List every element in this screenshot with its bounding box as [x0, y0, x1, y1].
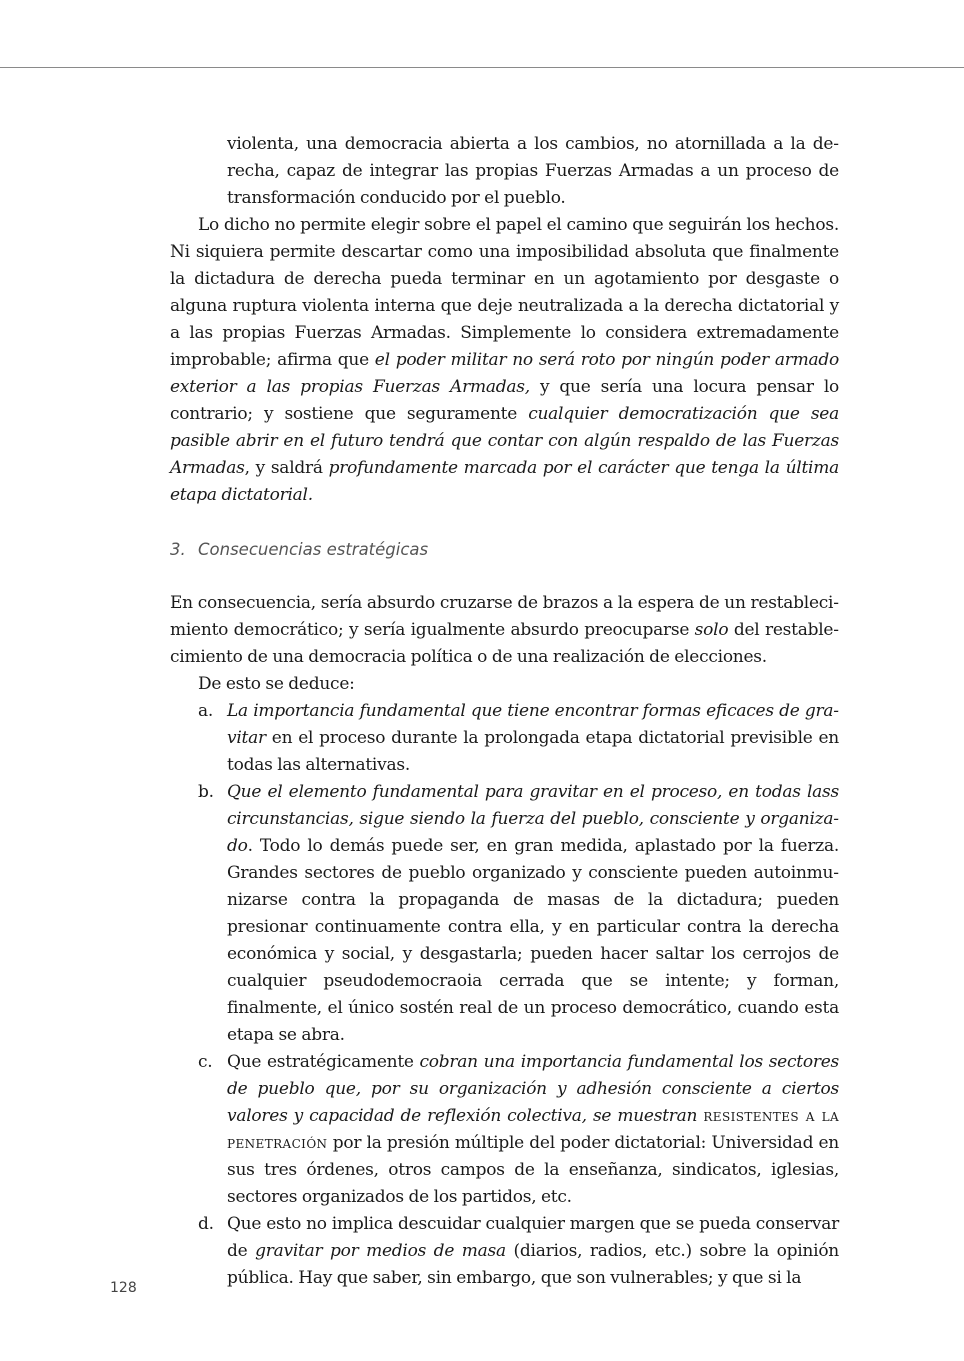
list-item-italic: La importancia fundamental que tiene encontrar formas eficaces de gravitar [227, 701, 839, 748]
paragraph-1-italic-1: el poder militar no será roto por ningún poder armado exterior a las propias Fuerzas Armadas, [170, 350, 839, 397]
paragraph-1-text-2: y que sería una locura pensar lo contrario; y sostiene que seguramente [170, 377, 839, 424]
paragraph-2-text-2: del restablecimiento de una democracia política o de una realización de elecciones. [170, 620, 839, 667]
list-item-text: Que estratégicamente [227, 1052, 420, 1072]
list-marker: b. [198, 782, 214, 802]
list-item-text-2: (diarios, radios, etc.) sobre la opinión pública. Hay que saber, sin embargo, que son vulnerables; y que si la [227, 1241, 839, 1288]
paragraph-1-italic-2: cualquier democratización que sea pasible abrir en el futuro tendrá que contar con algún respaldo de las Fuerzas Armadas [170, 404, 839, 478]
section-title: Consecuencias estratégicas [198, 540, 429, 559]
list-item-italic: cobran una importancia fundamental los sectores de pueblo que, por su organización y adhesión consciente a ciertos valores y capacidad de reflexión colectiva, se muestran [227, 1052, 839, 1126]
list-item-text: Que esto no implica descuidar cualquier margen que se pueda conservar de [227, 1214, 839, 1261]
paragraph-2-italic-1: solo [694, 620, 729, 640]
list-marker: d. [198, 1214, 214, 1234]
list-item [170, 779, 839, 1049]
paragraph-1-text-1: Lo dicho no permite elegir sobre el papel el camino que seguirán los hechos. Ni siquiera permite descartar como una imposibilidad absoluta que finalmente la dictadura de derecha pueda terminar en un agotamiento por desgaste o alguna ruptura violenta interna que deje neutralizada a la derecha dictatorial y a las propias Fuerzas Armadas. Simplemente lo considera extremadamente improbable; afirma que [170, 215, 839, 370]
list-item [170, 1049, 839, 1211]
section-number: 3. [170, 540, 186, 559]
list-item-text: . Todo lo demás puede ser, en gran medida, aplastado por la fuerza. Grandes sectores de pueblo organizado y consciente pueden autoinmunizarse contra la propaganda de masas de la dictadura; pueden presionar continuamente contra ella, y en particular contra la derecha económica y social, y desgastarla; pueden hacer saltar los cerrojos de cualquier pseudodemocraoia cerrada que se intente; y forman, finalmente, el único sostén real de un proceso democrático, cuando esta etapa se abra. [227, 836, 839, 1045]
paragraph-1 [170, 212, 839, 509]
list-item-italic: Que el elemento fundamental para gravitar en el proceso, en todas lass circunstancias, sigue siendo la fuerza del pueblo, consciente y organizado [227, 782, 839, 856]
paragraph-2 [170, 590, 839, 671]
paragraph-1-text-3: , y saldrá [244, 458, 329, 478]
list-marker: c. [198, 1052, 213, 1072]
list-item [170, 698, 839, 779]
page-number: 128 [110, 1280, 137, 1296]
paragraph-1-italic-3: profundamente marcada por el carácter que tenga la última etapa dictatorial. [170, 458, 839, 505]
list-item-small-caps: resistentes a la penetración [227, 1106, 840, 1153]
body-text [170, 131, 839, 1292]
list-item-italic: gravitar por medios de masa [255, 1241, 506, 1261]
deduce-intro: De esto se deduce: [198, 674, 355, 694]
list-item-text-2: por la presión múltiple del poder dictatorial: Universidad en sus tres órdenes, otros campos de la enseñanza, sindicatos, iglesias, sectores organizados de los partidos, etc. [227, 1133, 839, 1207]
paragraph-2-text-1: En consecuencia, sería absurdo cruzarse de brazos a la espera de un restablecimiento democrático; y sería igualmente absurdo preocuparse [170, 593, 839, 640]
consequences-list [170, 698, 839, 1292]
list-marker: a. [198, 701, 214, 721]
list-item-text: en el proceso durante la prolongada etapa dictatorial previsible en todas las alternativas. [227, 728, 839, 775]
header-rule [0, 67, 964, 68]
section-heading [170, 536, 839, 563]
list-item [170, 1211, 839, 1292]
continued-list-text: violenta, una democracia abierta a los cambios, no atornillada a la derecha, capaz de integrar las propias Fuerzas Armadas a un proceso de transformación conducido por el pueblo. [227, 134, 839, 208]
